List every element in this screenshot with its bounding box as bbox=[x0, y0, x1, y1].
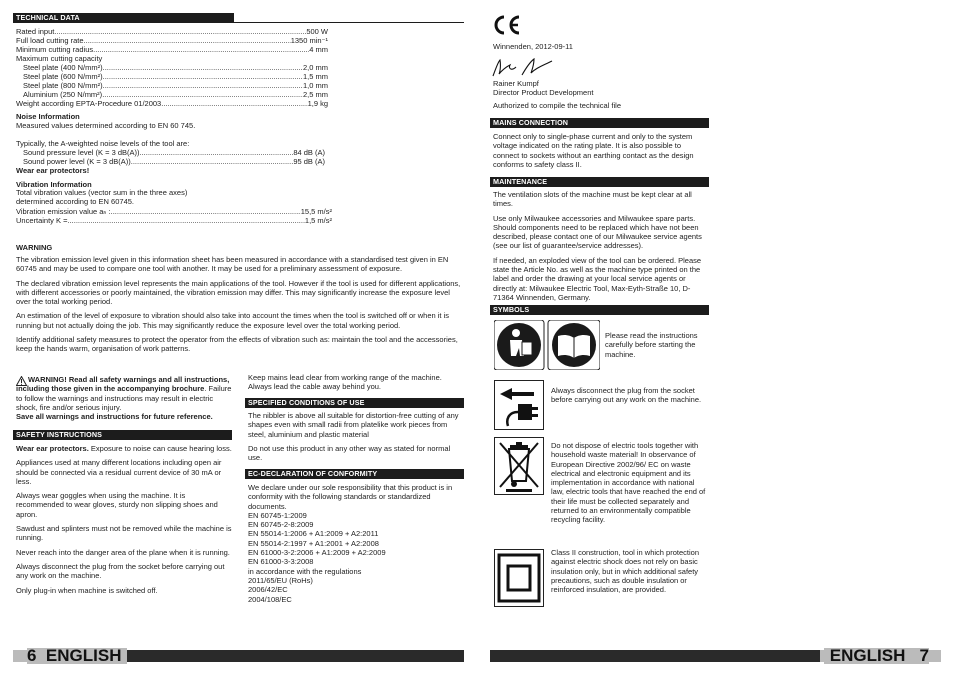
spec-label: Full load cutting rate bbox=[16, 36, 84, 45]
warning-paragraph: An estimation of the level of exposure to vibration should also take into account the times when the tool is switched off or when it is running but not actually doing the job. This may significantly reduce the exposure level over the total working period. bbox=[16, 311, 450, 330]
spec-value: 1,5 m/s² bbox=[304, 216, 332, 225]
signer-title: Director Product Development bbox=[493, 88, 594, 97]
footer-right-bar-dark bbox=[490, 650, 820, 662]
symbol-text-unplug: Always disconnect the plug from the socket before carrying out any work on the machine. bbox=[551, 386, 702, 405]
spec-capacity-400 bbox=[16, 63, 328, 72]
spec-weight bbox=[16, 99, 328, 108]
technical-data-header: TECHNICAL DATA bbox=[13, 13, 234, 23]
symbol-text-weee: Do not dispose of electric tools together with household waste material! In observance of European Directive 2002/96/ EC on waste electrical and electronic equipment and its implementation in accordance with national law, electric tools that have reached the end of their life must be collected separately and returned to an environmentally compatible recycling facility. bbox=[551, 441, 706, 525]
page-language: ENGLISH bbox=[45, 646, 122, 665]
spec-value: 1,5 mm bbox=[302, 72, 328, 81]
spec-value: 1350 min⁻¹ bbox=[290, 36, 328, 45]
specified-text-2: Do not use this product in any other way as stated for normal use. bbox=[248, 443, 451, 463]
general-warning bbox=[16, 375, 234, 421]
ec-declaration-header: EC-DECLARATION OF CONFORMITY bbox=[245, 469, 464, 479]
spec-label: Steel plate (400 N/mm²) bbox=[23, 63, 103, 72]
spec-value: 1,9 kg bbox=[307, 99, 328, 108]
ec-standard: 2011/65/EU (RoHs) bbox=[248, 575, 313, 585]
spec-capacity-aluminium bbox=[16, 90, 328, 99]
spec-label: Rated input bbox=[16, 27, 55, 36]
safety-item: Appliances used at many different locations including open air should be connected via a residual current device of 30 mA or less. bbox=[16, 458, 222, 486]
spec-label: Steel plate (600 N/mm²) bbox=[23, 72, 103, 81]
general-warning-rest: . Failure to follow the warnings and instructions may result in electric shock, fire and/or serious injury. bbox=[16, 384, 232, 412]
safety-item: Always wear goggles when using the machine. It is recommended to wear gloves, sturdy non slipping shoes and apron. bbox=[16, 491, 218, 519]
footer-left bbox=[13, 648, 464, 664]
spec-value: 500 W bbox=[306, 27, 328, 36]
symbols-header: SYMBOLS bbox=[490, 305, 709, 315]
authorized-text: Authorized to compile the technical file bbox=[493, 101, 621, 110]
ec-standard: EN 55014-1:2006 + A1:2009 + A2:2011 bbox=[248, 529, 379, 539]
spec-value: 95 dB (A) bbox=[293, 157, 325, 166]
spec-value: 4 mm bbox=[309, 45, 328, 54]
vibration-heading: Vibration Information bbox=[16, 180, 92, 189]
spec-value: 2,5 mm bbox=[302, 90, 328, 99]
spec-uncertainty bbox=[16, 216, 332, 225]
footer-right bbox=[490, 648, 941, 664]
place-date: Winnenden, 2012-09-11 bbox=[493, 42, 573, 51]
spec-label: Sound pressure level (K = 3 dB(A)) bbox=[23, 148, 140, 157]
safety-item: Always disconnect the plug from the socket before carrying out any work on the machine. bbox=[16, 561, 225, 581]
spec-vibration-emission bbox=[16, 207, 332, 216]
ec-text-block bbox=[248, 483, 462, 604]
warning-paragraph: The vibration emission level given in this information sheet has been measured in accordance with a standardised test given in EN 60745 and may be used to compare one tool with another. It may be used for a preliminary assessment of exposure. bbox=[16, 255, 449, 274]
signature-icon bbox=[490, 56, 560, 78]
spec-label: Weight according EPTA-Procedure 01/2003 bbox=[16, 99, 162, 108]
symbol-text-read-instructions: Please read the instructions carefully before starting the machine. bbox=[605, 331, 698, 359]
warning-paragraph: The declared vibration emission level represents the main applications of the tool. However if the tool is used for different applications, with different accessories or poorly maintained, the vibration emission may differ. This may significantly increase the exposure level over the total working period. bbox=[16, 278, 461, 307]
maintenance-paragraph: The ventilation slots of the machine must be kept clear at all times. bbox=[493, 190, 692, 209]
page-number: 7 bbox=[919, 646, 929, 665]
safety-item: Never reach into the danger area of the plane when it is running. bbox=[16, 547, 230, 557]
signer-name: Rainer Kumpf bbox=[493, 79, 539, 88]
safety-item: Only plug-in when machine is switched off. bbox=[16, 585, 158, 595]
spec-value: 15,5 m/s² bbox=[300, 207, 332, 216]
max-capacity-label: Maximum cutting capacity bbox=[16, 54, 103, 63]
unplug-icon bbox=[494, 380, 544, 430]
spec-cutting-radius bbox=[16, 45, 328, 54]
ec-standard: EN 60745-1:2009 bbox=[248, 510, 307, 520]
general-warning-save: Save all warnings and instructions for future reference. bbox=[16, 412, 213, 422]
ce-mark-icon bbox=[492, 14, 524, 36]
spec-label: Uncertainty K = bbox=[16, 216, 68, 225]
spec-capacity-800 bbox=[16, 81, 328, 90]
ear-protectors: Wear ear protectors! bbox=[16, 166, 90, 175]
spec-sound-power bbox=[16, 157, 325, 166]
specified-text-1: The nibbler is above all suitable for distortion-free cutting of any shapes even with small radii from platelike work pieces from steel, aluminium and plastic material bbox=[248, 411, 459, 439]
noise-typically: Typically, the A-weighted noise levels of the tool are: bbox=[16, 139, 190, 148]
vibration-text-1: Total vibration values (vector sum in the three axes) bbox=[16, 188, 188, 197]
safety-list bbox=[16, 444, 232, 600]
spec-label: Minimum cutting radius bbox=[16, 45, 94, 54]
spec-value: 84 dB (A) bbox=[293, 148, 325, 157]
spec-sound-pressure bbox=[16, 148, 325, 157]
class-ii-icon bbox=[494, 549, 544, 607]
page-language: ENGLISH bbox=[829, 646, 906, 665]
spec-label: Aluminium (250 N/mm²) bbox=[23, 90, 103, 99]
header-rule bbox=[234, 22, 464, 23]
mains-connection-header: MAINS CONNECTION bbox=[490, 118, 709, 128]
safety-ear-rest: Exposure to noise can cause hearing loss. bbox=[88, 444, 232, 453]
vibration-text-2: determined according to EN 60745. bbox=[16, 197, 134, 206]
mains-lead-text: Keep mains lead clear from working range of the machine. Always lead the cable away behind you. bbox=[248, 373, 442, 392]
spec-rated-input bbox=[16, 27, 328, 36]
ec-standard: in accordance with the regulations bbox=[248, 566, 362, 576]
safety-instructions-header: SAFETY INSTRUCTIONS bbox=[13, 430, 232, 440]
spec-value: 2,0 mm bbox=[302, 63, 328, 72]
specified-conditions-header: SPECIFIED CONDITIONS OF USE bbox=[245, 398, 464, 408]
warning-paragraph: Identify additional safety measures to protect the operator from the effects of vibration such as: maintain the tool and the accessories, keep the hands warm, organisation of work patterns. bbox=[16, 335, 458, 354]
ec-standard: EN 61000-3-3:2008 bbox=[248, 557, 314, 567]
specified-text-block bbox=[248, 411, 462, 467]
safety-ear-bold: Wear ear protectors. bbox=[16, 444, 89, 453]
maintenance-paragraph: If needed, an exploded view of the tool can be ordered. Please state the Article No. as well as the machine type printed on the label and order the drawing at your local service agents or directly at: Milwaukee Electric Tool, Max-Eyth-Straße 10, D-71364 Winnenden, Germany. bbox=[493, 255, 702, 302]
ec-standard: 2006/42/EC bbox=[248, 585, 288, 595]
weee-bin-icon bbox=[494, 437, 544, 495]
safety-item bbox=[16, 444, 232, 453]
maintenance-header: MAINTENANCE bbox=[490, 177, 709, 187]
maintenance-paragraph: Use only Milwaukee accessories and Milwaukee spare parts. Should components need to be replaced which have not been described, please contact one of our Milwaukee service agents (see our list of guarantee/service addresses). bbox=[493, 213, 702, 251]
warning-heading: WARNING bbox=[16, 243, 53, 252]
safety-item: Sawdust and splinters must not be removed while the machine is running. bbox=[16, 524, 232, 543]
symbol-text-class-ii: Class II construction, tool in which protection against electric shock does not rely on basic insulation only, but in which additional safety precautions, such as double insulation or reinforced insulation, are provided. bbox=[551, 548, 699, 595]
spec-capacity-600 bbox=[16, 72, 328, 81]
ec-standard: EN 61000-3-2:2006 + A1:2009 + A2:2009 bbox=[248, 548, 386, 558]
spec-label: Sound power level (K = 3 dB(A)) bbox=[23, 157, 131, 166]
page-number: 6 bbox=[27, 646, 37, 665]
read-instructions-icon bbox=[494, 320, 600, 370]
ec-standard: EN 55014-2:1997 + A1:2001 + A2:2008 bbox=[248, 538, 379, 548]
footer-right-label bbox=[824, 648, 929, 664]
spec-cutting-rate bbox=[16, 36, 328, 45]
warning-body bbox=[16, 255, 462, 359]
noise-heading: Noise Information bbox=[16, 112, 80, 121]
spec-label: Vibration emission value aₕ : bbox=[16, 207, 111, 216]
mains-text: Connect only to single-phase current and only to the system voltage indicated on the rating plate. It is also possible to connect to sockets without an earthing contact as the design conforms to safety class II. bbox=[493, 132, 694, 169]
ec-standard: EN 60745-2-8:2009 bbox=[248, 520, 314, 530]
footer-left-label bbox=[27, 648, 127, 664]
ec-text: We declare under our sole responsibility that this product is in conformity with the following standards or standardized documents. bbox=[248, 483, 453, 511]
spec-label: Steel plate (800 N/mm²) bbox=[23, 81, 103, 90]
maintenance-block bbox=[493, 190, 709, 307]
general-warning-bold: WARNING! Read all safety warnings and all instructions, including those given in the accompanying brochure bbox=[16, 375, 230, 394]
footer-left-bar-dark bbox=[123, 650, 464, 662]
noise-text: Measured values determined according to EN 60 745. bbox=[16, 121, 196, 130]
spec-value: 1,0 mm bbox=[302, 81, 328, 90]
ec-standard: 2004/108/EC bbox=[248, 594, 292, 604]
